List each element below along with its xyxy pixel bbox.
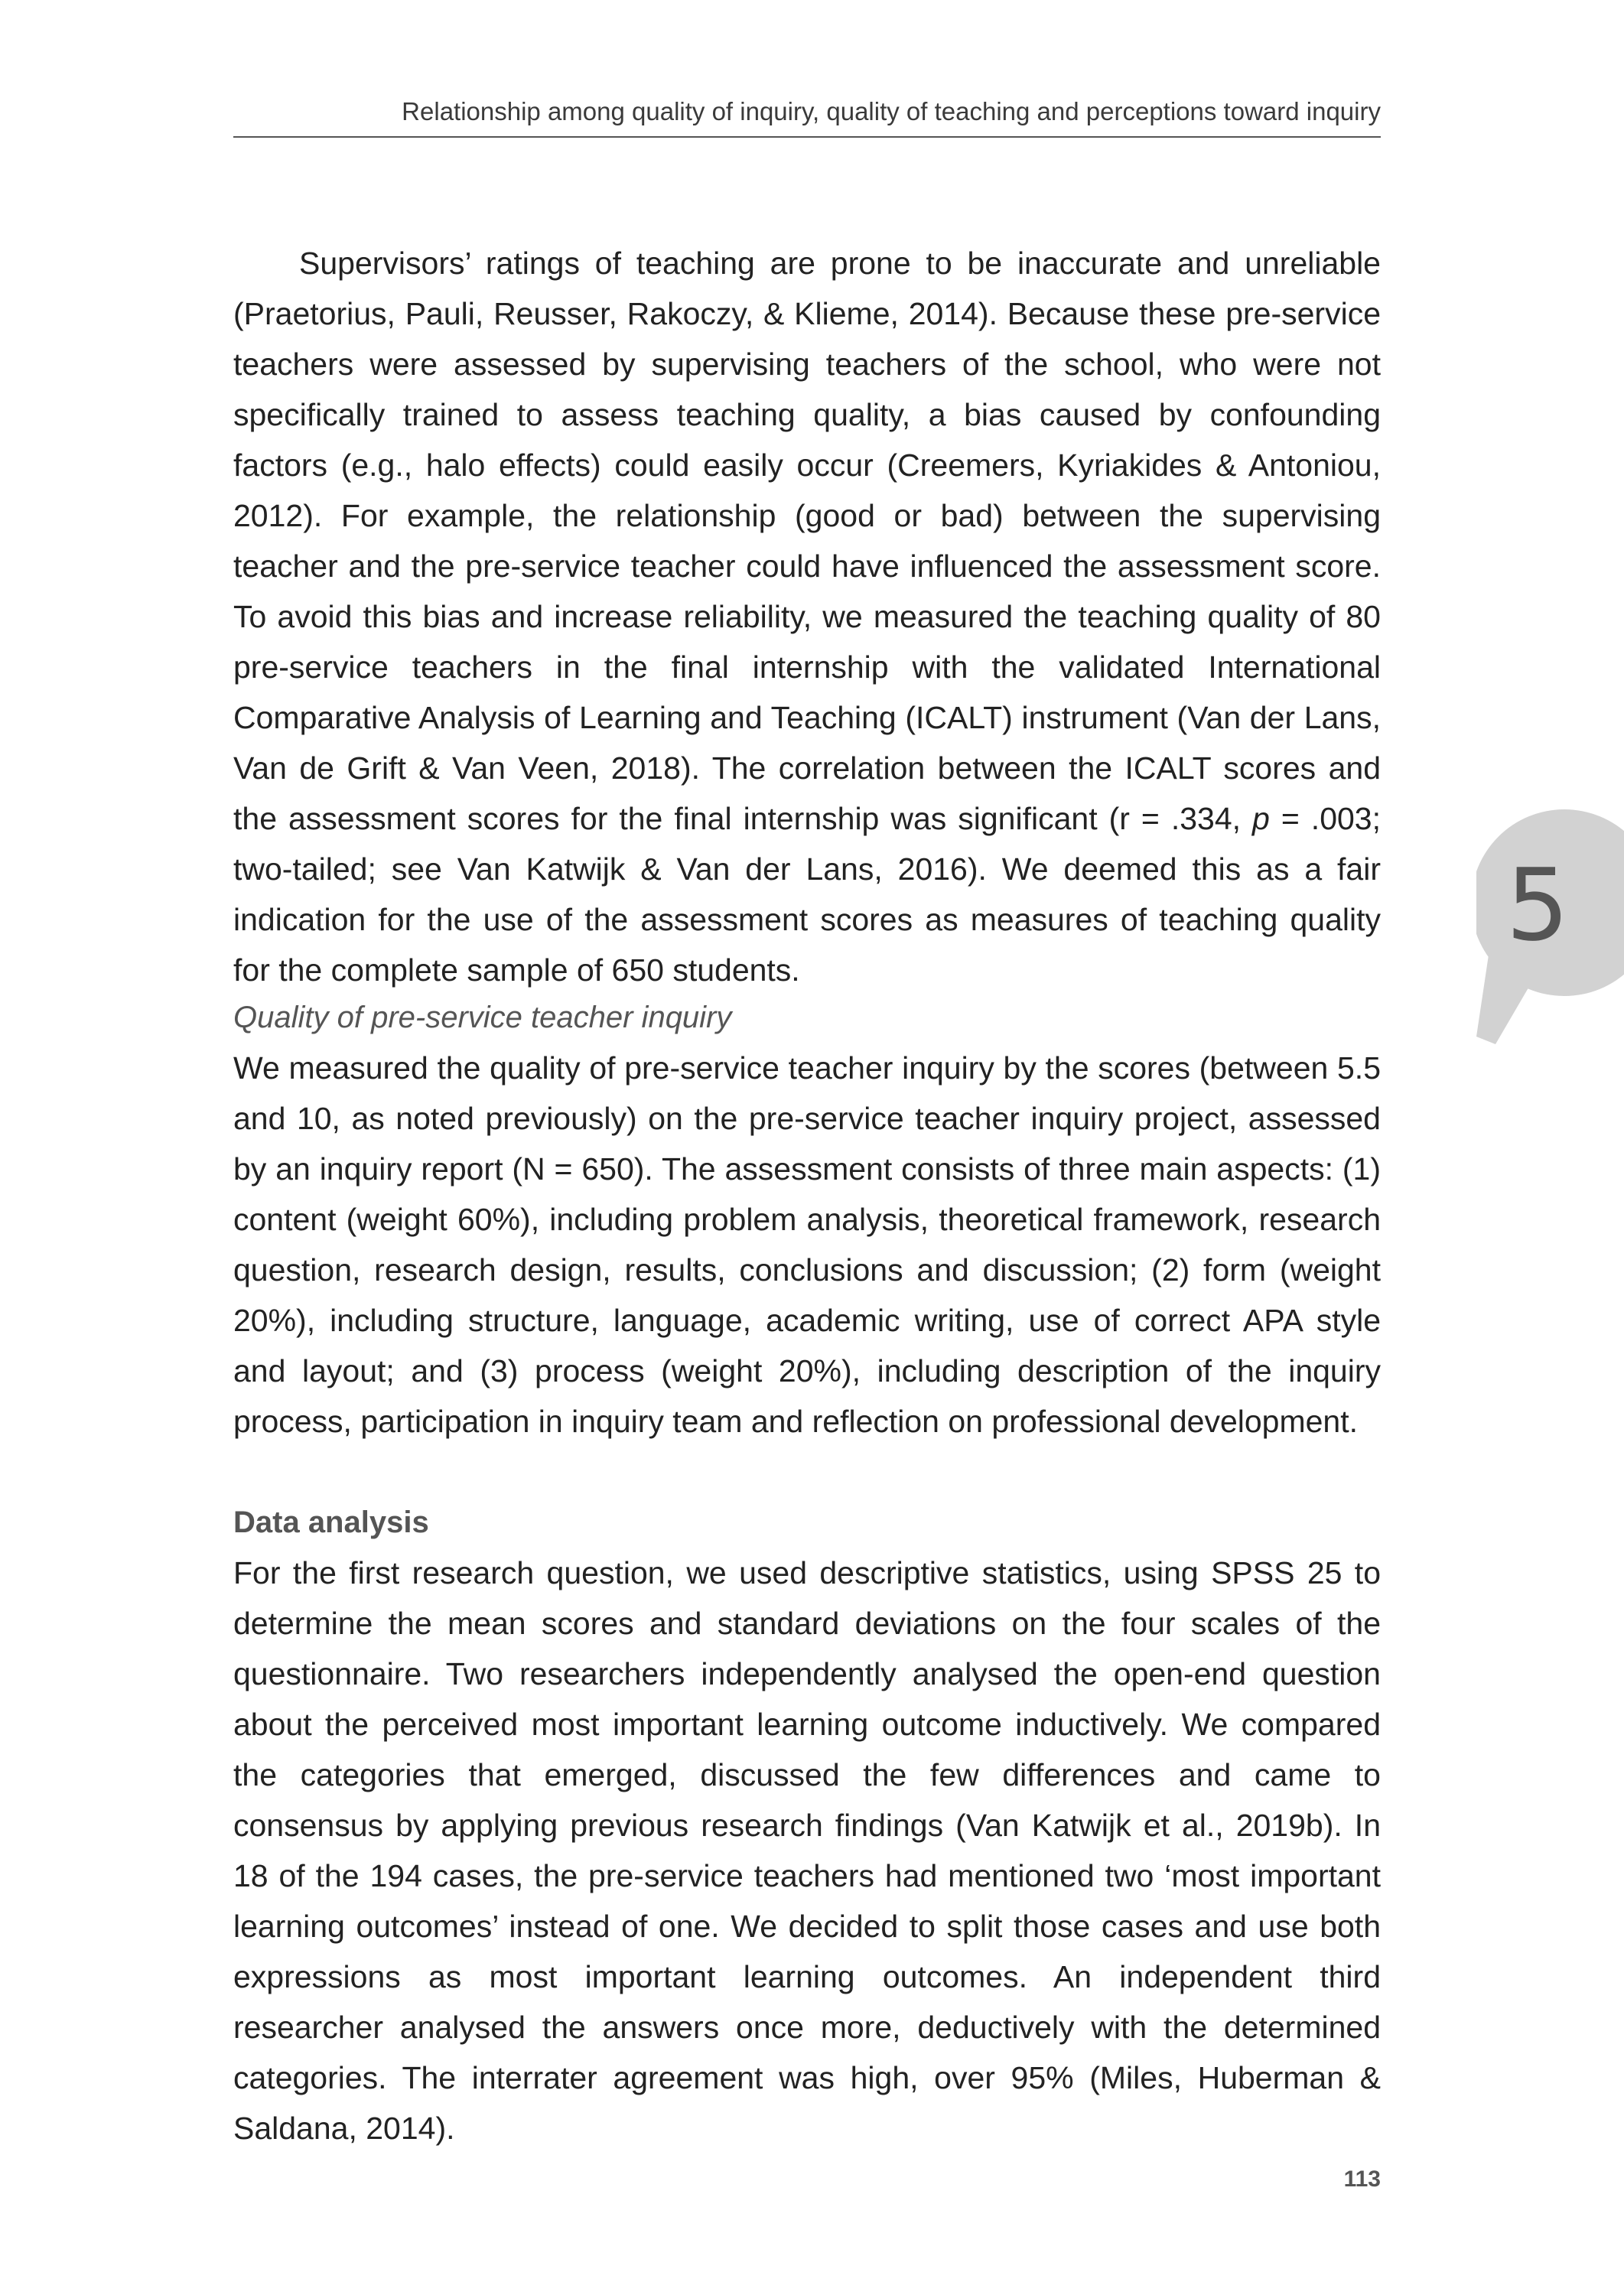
body-paragraph-teaching-ratings <box>233 238 1381 995</box>
chapter-number: 5 <box>1505 847 1570 963</box>
section-body-inquiry: We measured the quality of pre-service teacher inquiry by the scores (between 5.5 and 10, as noted previously) on the pre-service teacher inquiry project, assessed by an inquiry report (N = 650). The assessment consists of three main aspects: (1) content (weight 60%), including problem analysis, theoretical framework, research question, research design, results, conclusions and discussion; (2) form (weight 20%), including structure, language, academic writing, use of correct APA style and layout; and (3) process (weight 20%), including description of the inquiry process, participation in inquiry team and reflection on professional development. <box>233 1050 1381 1439</box>
paragraph-text-part-1: Supervisors’ ratings of teaching are prone to be inaccurate and unreliable (Praetorius, Pauli, Reusser, Rakoczy, & Klieme, 2014). Because these pre-service teachers were assessed by supervising teachers of the school, who were not specifically trained to assess teaching quality, a bias caused by confounding factors (e.g., halo effects) could easily occur (Creemers, Kyriakides & Antoniou, 2012). For example, the relationship (good or bad) between the supervising teacher and the pre-service teacher could have influenced the assessment score. To avoid this bias and increase reliability, we measured the teaching quality of 80 pre-service teachers in the final internship with the validated International Comparative Analysis of Learning and Teaching (ICALT) instrument (Van der Lans, Van de Grift & Van Veen, 2018). The correlation between the ICALT scores and the assessment scores for the final internship was significant (r = .334, <box>233 246 1381 836</box>
p-value-symbol: p <box>1252 801 1270 836</box>
section-heading-inquiry: Quality of pre-service teacher inquiry <box>233 1001 732 1034</box>
paragraph-text-part-2: = .003; two-tailed; see Van Katwijk & Van der Lans, 2016). We deemed this as a fair indication for the use of the assessment scores as measures of teaching quality for the complete sample of 650 students. <box>233 801 1381 988</box>
section-data-analysis <box>233 1497 1381 2153</box>
paragraph-text <box>233 238 1381 995</box>
section-heading-data-analysis: Data analysis <box>233 1506 429 1539</box>
running-header-title: Relationship among quality of inquiry, quality of teaching and perceptions toward inquiry <box>402 97 1381 125</box>
section-inquiry-quality <box>233 992 1381 1447</box>
running-header <box>233 92 1381 138</box>
section-body-data-analysis: For the first research question, we used descriptive statistics, using SPSS 25 to determine the mean scores and standard deviations on the four scales of the questionnaire. Two researchers independently analysed the open-end question about the perceived most important learning outcome inductively. We compared the categories that emerged, discussed the few differences and came to consensus by applying previous research findings (Van Katwijk et al., 2019b). In 18 of the 194 cases, the pre-service teachers had mentioned two ‘most important learning outcomes’ instead of one. We decided to split those cases and use both expressions as most important learning outcomes. An independent third researcher analysed the answers once more, deductively with the determined categories. The interrater agreement was high, over 95% (Miles, Huberman & Saldana, 2014). <box>233 1555 1381 2146</box>
page-number: 113 <box>1343 2166 1381 2192</box>
